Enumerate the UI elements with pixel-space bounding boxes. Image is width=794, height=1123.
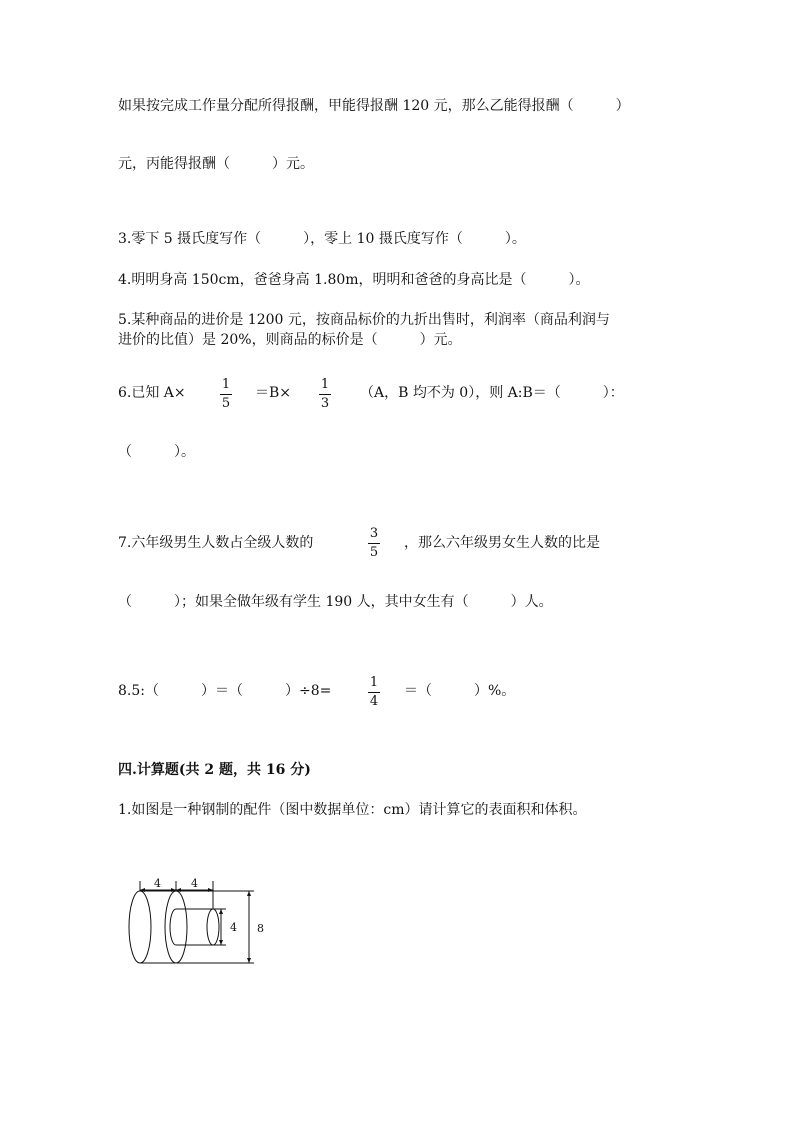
steel-part-figure: [118, 868, 278, 978]
question-8-part-b: ＝（ ）%。: [404, 683, 516, 699]
question-8-part-a: 8.5:（ ）＝（ ）÷8=: [118, 683, 332, 699]
inner-cylinder-back-arc: [170, 909, 176, 945]
question-5-line-2: 进价的比值）是 20%，则商品的标价是（ ）元。: [118, 332, 462, 348]
fraction-one-quarter: [366, 676, 382, 709]
dimension-label: 4: [154, 877, 161, 890]
fraction-numerator: 1: [320, 377, 330, 392]
text-line: 元，丙能得报酬（ ）元。: [118, 156, 314, 172]
fraction-three-fifths: [366, 527, 382, 560]
outer-dimension-extension: [176, 891, 254, 963]
section-heading: 四.计算题(共 2 题，共 16 分): [118, 762, 311, 778]
fraction-denominator: 4: [369, 694, 379, 709]
question-7-part-a: 7.六年级男生人数占全级人数的: [118, 535, 314, 551]
dimension-label: 8: [257, 922, 264, 935]
text-line: 如果按完成工作量分配所得报酬，甲能得报酬 120 元，那么乙能得报酬（ ）: [118, 98, 630, 114]
fraction-one-fifth: [218, 378, 234, 411]
question-7-part-c: （ ）；如果全做年级有学生 190 人，其中女生有（ ）人。: [118, 594, 553, 610]
question-7-part-b: ，那么六年级男女生人数的比是: [404, 535, 600, 551]
inner-cylinder-front-face: [207, 909, 219, 945]
fraction-one-third: [317, 378, 333, 411]
dimension-extension-lines: [140, 881, 213, 909]
question-3: 3.零下 5 摄氏度写作（ ），零上 10 摄氏度写作（ ）。: [118, 231, 526, 247]
question-4: 4.明明身高 150cm，爸爸身高 1.80m，明明和爸爸的身高比是（ ）。: [118, 272, 590, 288]
dimension-label: 4: [191, 877, 198, 890]
question-6-part-a: 6.已知 A×: [118, 385, 186, 401]
fraction-numerator: 3: [369, 526, 379, 541]
fraction-denominator: 5: [369, 545, 379, 560]
fraction-numerator: 1: [221, 377, 231, 392]
question-6-part-d: （ ）。: [118, 444, 195, 460]
fraction-denominator: 3: [320, 396, 330, 411]
question-5-line-1: 5.某种商品的进价是 1200 元，按商品标价的九折出售时，利润率（商品利润与: [118, 312, 610, 328]
outer-cylinder-back-face: [129, 891, 151, 963]
dimension-label: 4: [230, 921, 237, 934]
fraction-denominator: 5: [221, 396, 231, 411]
question-6-part-c: （A，B 均不为 0），则 A:B＝（ ）：: [360, 385, 624, 401]
question-6-part-b: ＝B×: [255, 385, 292, 401]
outer-cylinder-front-face: [165, 891, 187, 963]
calc-question-1: 1.如图是一种钢制的配件（图中数据单位：cm）请计算它的表面积和体积。: [118, 802, 587, 818]
fraction-numerator: 1: [369, 675, 379, 690]
